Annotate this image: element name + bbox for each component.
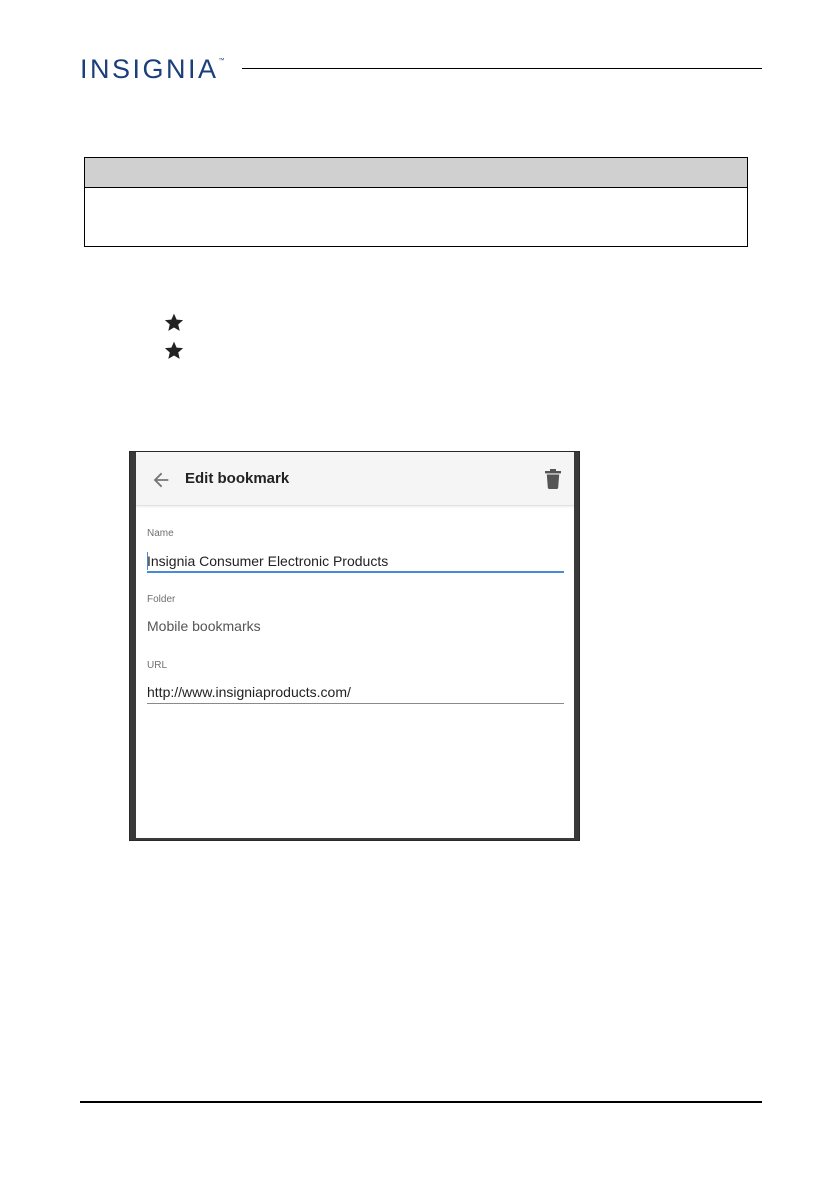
header-rule <box>242 68 762 69</box>
insignia-logo <box>80 56 225 83</box>
name-label: Name <box>147 528 174 539</box>
url-input[interactable]: http://www.insigniaproducts.com/ <box>147 684 351 700</box>
url-label: URL <box>147 660 168 671</box>
trash-icon[interactable] <box>545 469 561 489</box>
star-icon <box>164 341 184 360</box>
note-box <box>84 157 748 247</box>
logo-trademark: ™ <box>218 58 225 64</box>
name-input-underline <box>147 571 564 573</box>
name-input[interactable]: Insignia Consumer Electronic Products <box>147 553 389 569</box>
edit-bookmark-screenshot <box>129 451 580 841</box>
folder-label: Folder <box>147 594 176 605</box>
folder-select[interactable]: Mobile bookmarks <box>147 618 261 634</box>
app-bar <box>136 452 574 506</box>
star-icon <box>164 313 184 332</box>
dialog-title: Edit bookmark <box>185 470 290 487</box>
note-box-header <box>85 158 747 188</box>
edit-bookmark-dialog <box>136 452 574 838</box>
logo-text: INSIGNIA <box>80 54 219 84</box>
footer-rule <box>80 1101 762 1103</box>
arrow-back-icon[interactable] <box>150 469 172 491</box>
url-input-underline <box>147 703 564 704</box>
